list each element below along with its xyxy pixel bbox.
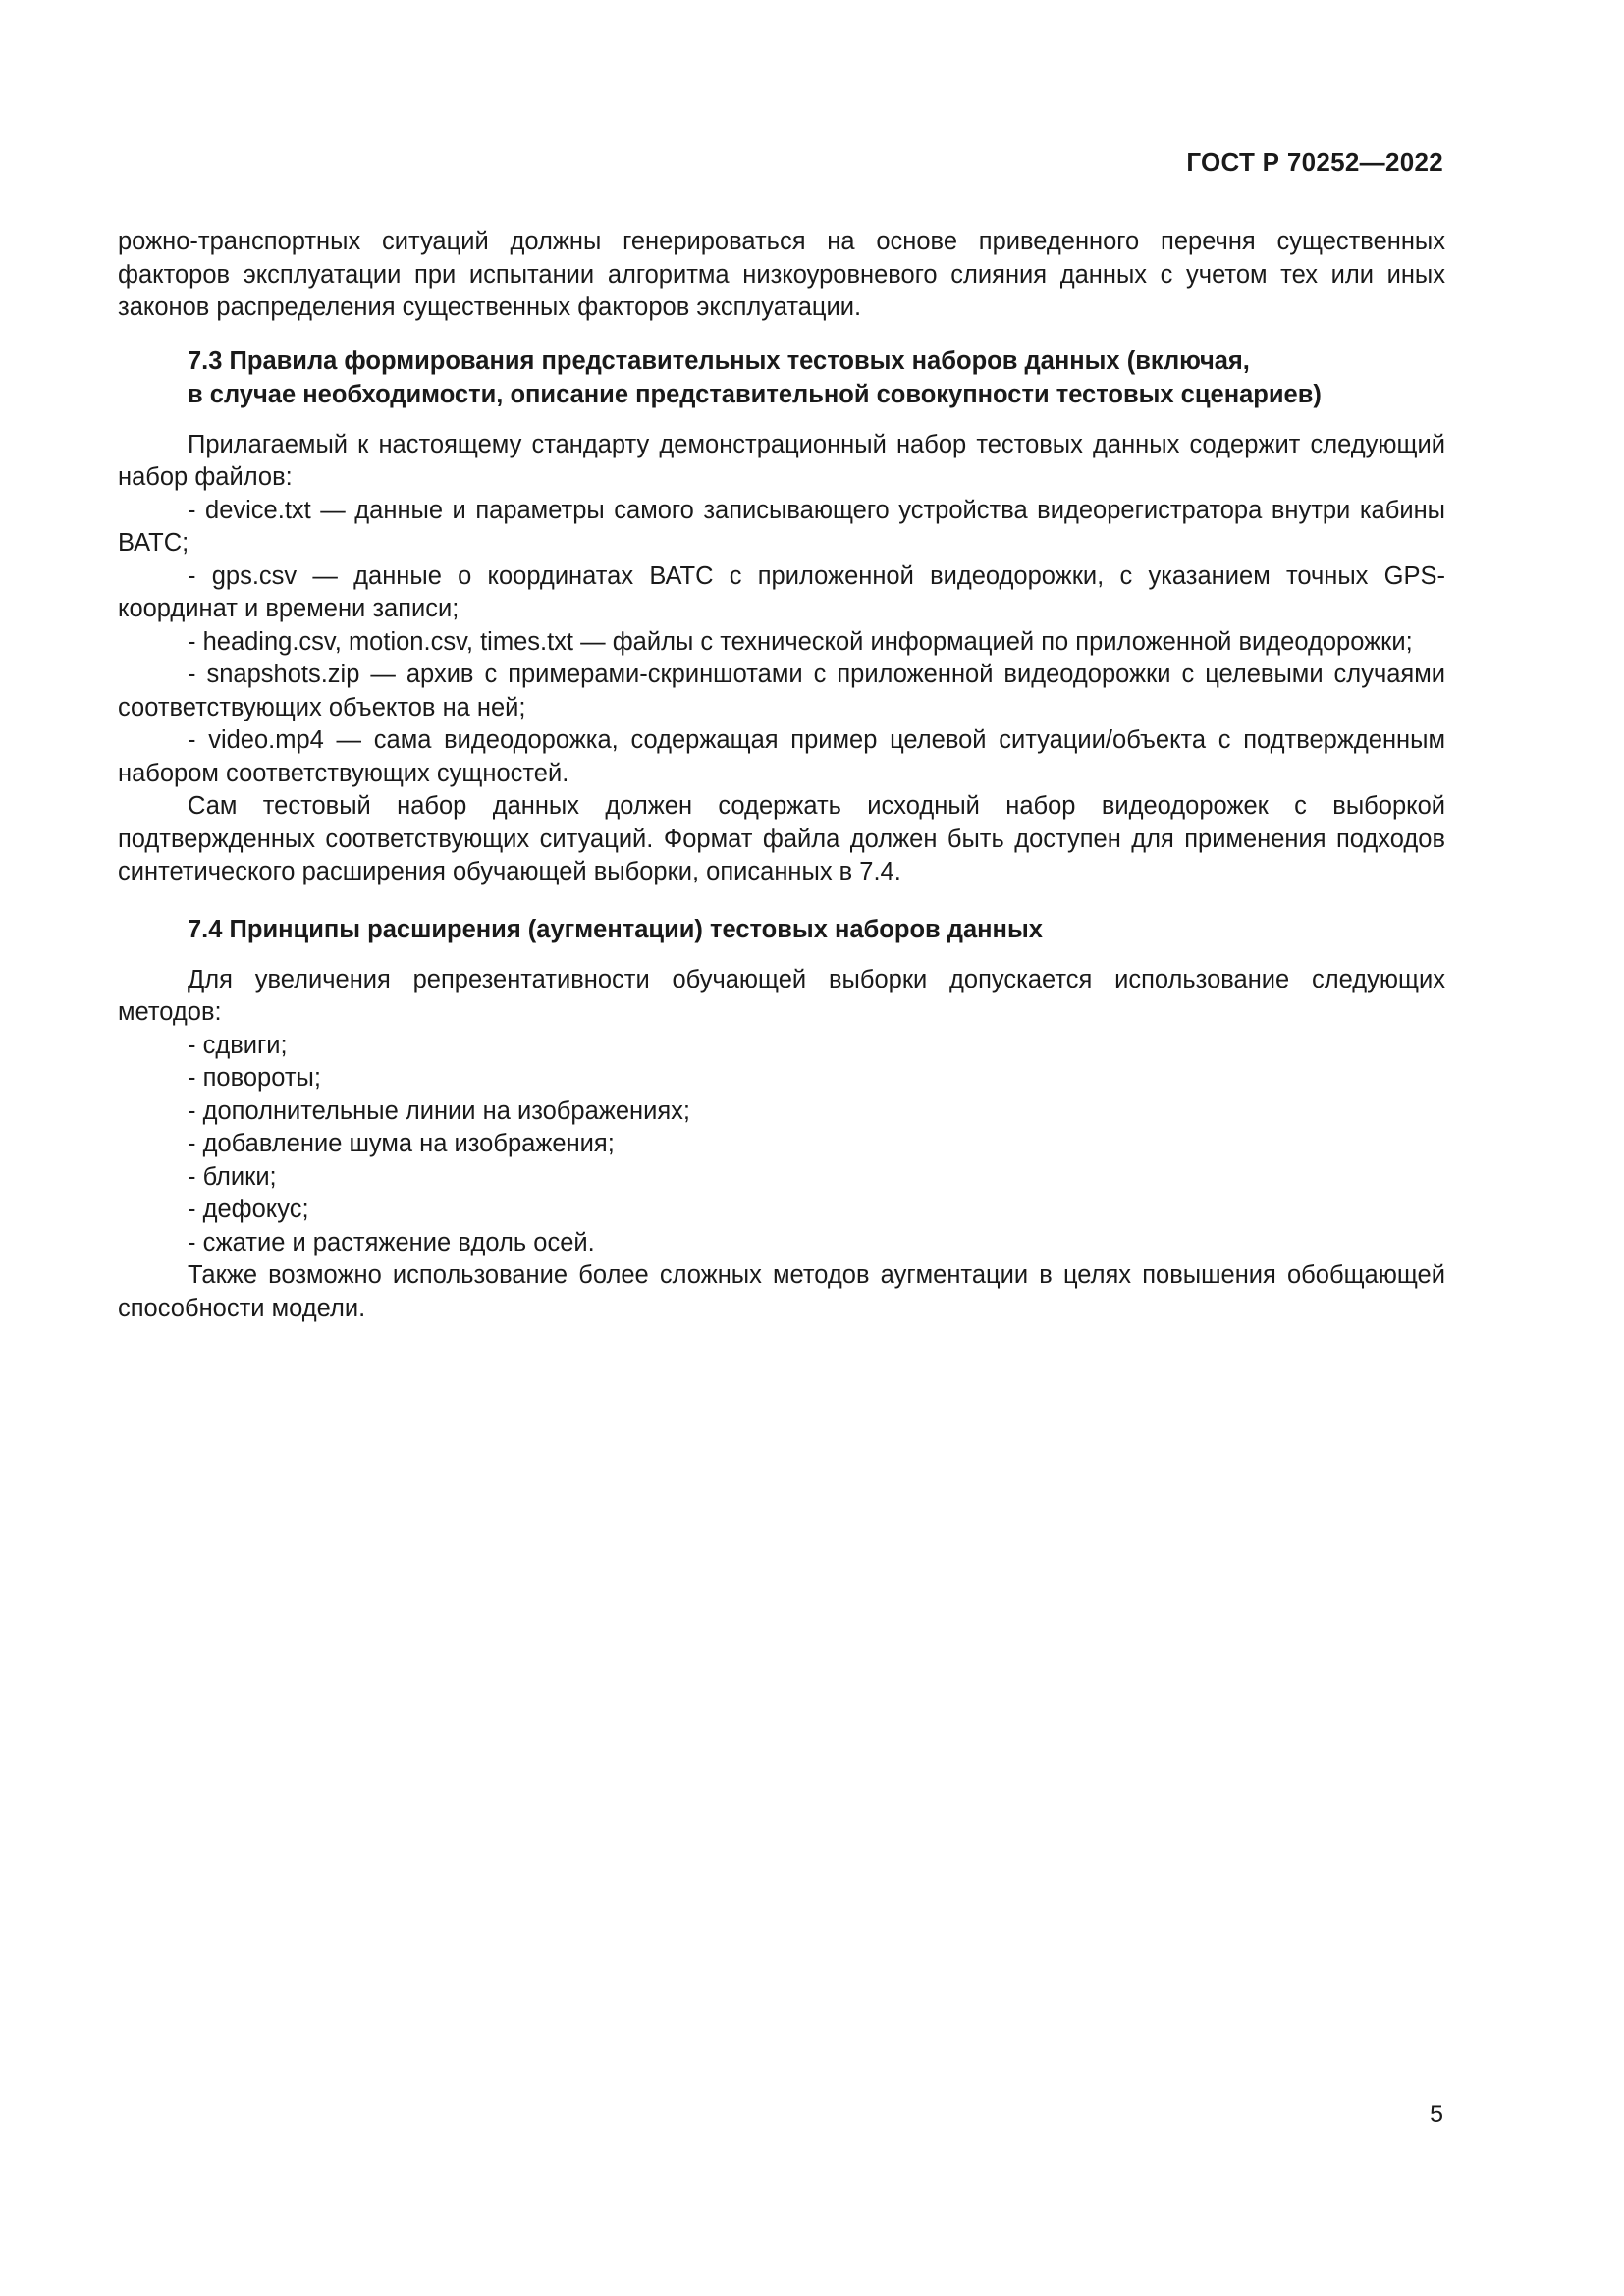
- document-body: [118, 226, 1445, 1325]
- list-item: - gps.csv — данные о координатах ВАТС с приложенной видеодорожки, с указанием точных GPS-координат и времени записи;: [118, 561, 1445, 622]
- standard-code-header: ГОСТ Р 70252—2022: [1186, 147, 1443, 177]
- list-item: - блики;: [188, 1162, 277, 1191]
- list-item: - повороты;: [188, 1064, 321, 1092]
- list-item: - сжатие и растяжение вдоль осей.: [188, 1228, 595, 1256]
- section-7-3-title: [118, 345, 1445, 411]
- list-item: - добавление шума на изображения;: [188, 1130, 615, 1157]
- file-list: [118, 495, 1445, 791]
- section-7-4-title: [118, 913, 1445, 946]
- list-item: - device.txt — данные и параметры самого записывающего устройства видеорегистратора внутри кабины ВАТС;: [118, 496, 1445, 557]
- section-7-4-closing: Также возможно использование более сложных методов аугментации в целях повышения обобщающей способности модели.: [118, 1261, 1445, 1322]
- augmentation-methods-list: [118, 1030, 1445, 1260]
- list-item: - дефокус;: [188, 1196, 309, 1223]
- list-item: - snapshots.zip — архив с примерами-скриншотами с приложенной видеодорожки с целевыми случаями соответствующих объектов на ней;: [118, 661, 1445, 721]
- list-item: - video.mp4 — сама видеодорожка, содержащая пример целевой ситуации/объекта с подтвержденным набором соответствующих сущностей.: [118, 726, 1445, 787]
- section-7-3-intro: Прилагаемый к настоящему стандарту демонстрационный набор тестовых данных содержит следующий набор файлов:: [118, 430, 1445, 491]
- list-item: - heading.csv, motion.csv, times.txt — файлы с технической информацией по приложенной видеодорожки;: [188, 627, 1413, 656]
- section-7-3-title-line2: в случае необходимости, описание представительной совокупности тестовых сценариев): [188, 380, 1322, 408]
- section-7-3-title-line1: 7.3 Правила формирования представительных тестовых наборов данных (включая,: [188, 347, 1250, 375]
- section-7-4-intro: Для увеличения репрезентативности обучающей выборки допускается использование следующих методов:: [118, 965, 1445, 1026]
- section-7-3-closing: Сам тестовый набор данных должен содержать исходный набор видеодорожек с выборкой подтвержденных соответствующих ситуаций. Формат файла должен быть доступен для применения подходов синтетического расширения обучающей выборки, описанных в 7.4.: [118, 792, 1445, 885]
- intro-paragraph: рожно-транспортных ситуаций должны генерироваться на основе приведенного перечня существенных факторов эксплуатации при испытании алгоритма низкоуровневого слияния данных с учетом тех или иных законов распределения существенных факторов эксплуатации.: [118, 228, 1445, 321]
- page-number: 5: [1430, 2101, 1443, 2128]
- list-item: - дополнительные линии на изображениях;: [188, 1096, 690, 1125]
- section-7-4-title-text: 7.4 Принципы расширения (аугментации) тестовых наборов данных: [188, 915, 1043, 943]
- list-item: - сдвиги;: [188, 1031, 288, 1059]
